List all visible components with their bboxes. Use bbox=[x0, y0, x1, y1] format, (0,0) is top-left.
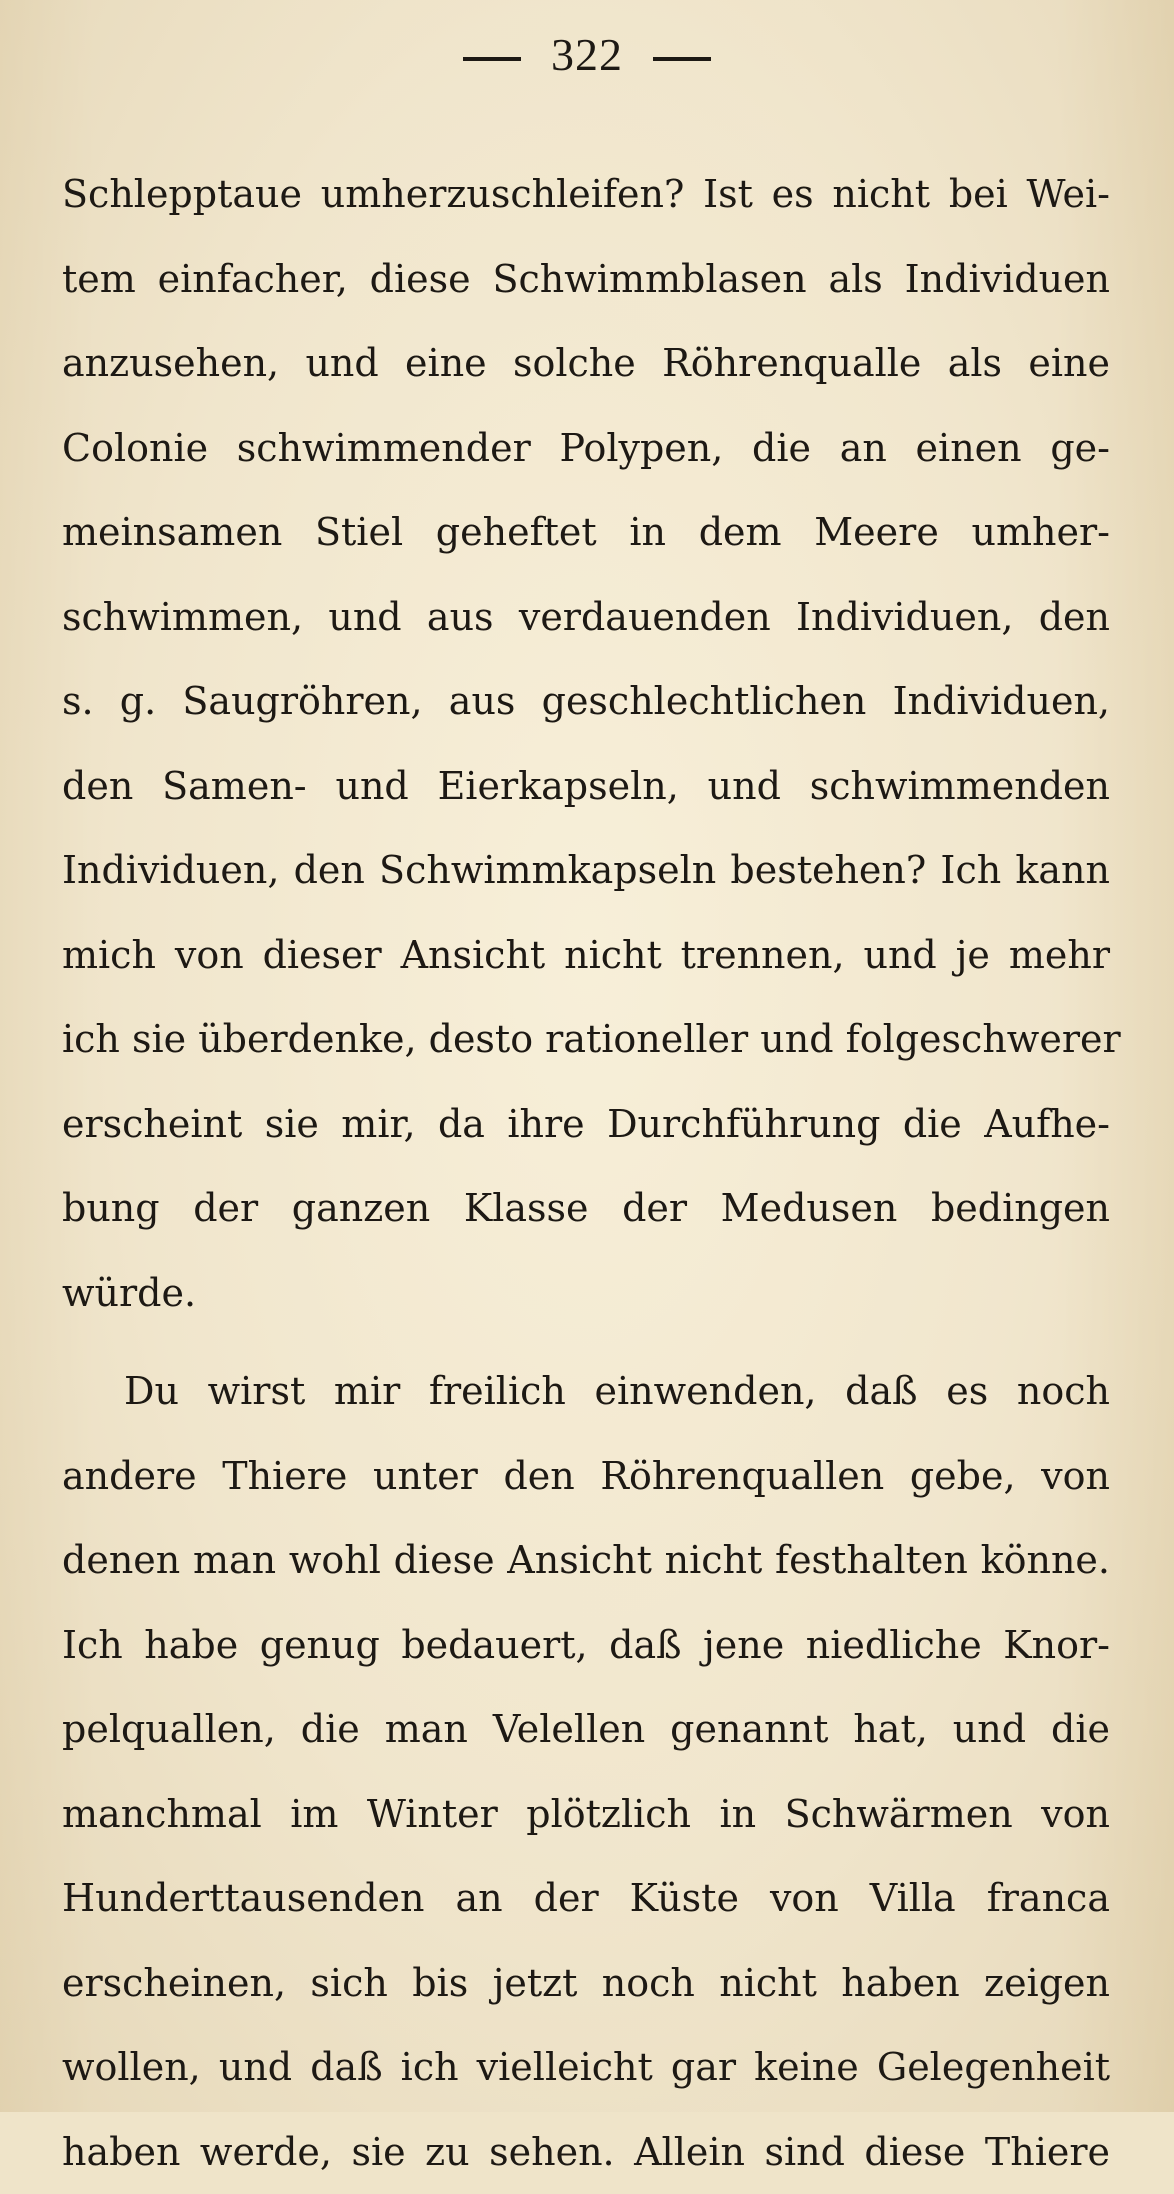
text-line: meinsamen Stiel geheftet in dem Meere umher- bbox=[62, 490, 1110, 575]
text-line: erscheinen, sich bis jetzt noch nicht haben zeigen bbox=[62, 1941, 1110, 2026]
text-line: den Samen- und Eierkapseln, und schwimmenden bbox=[62, 744, 1110, 829]
text-line: tem einfacher, diese Schwimmblasen als Individuen bbox=[62, 237, 1110, 322]
text-line: wollen, und daß ich vielleicht gar keine Gelegenheit bbox=[62, 2025, 1110, 2110]
text-line: Schlepptaue umherzuschleifen? Ist es nicht bei Wei- bbox=[62, 152, 1110, 237]
page-number: 322 bbox=[551, 29, 623, 80]
text-line: würde. bbox=[62, 1251, 1110, 1336]
header-dash-left bbox=[463, 57, 521, 61]
text-line: Colonie schwimmender Polypen, die an einen ge- bbox=[62, 406, 1110, 491]
text-line: bung der ganzen Klasse der Medusen bedingen bbox=[62, 1166, 1110, 1251]
text-line: denen man wohl diese Ansicht nicht festhalten könne. bbox=[62, 1518, 1110, 1603]
text-line: andere Thiere unter den Röhrenquallen gebe, von bbox=[62, 1434, 1110, 1519]
text-line: s. g. Saugröhren, aus geschlechtlichen Individuen, bbox=[62, 659, 1110, 744]
paragraph-gap bbox=[62, 1335, 1110, 1349]
text-line: erscheint sie mir, da ihre Durchführung die Aufhe- bbox=[62, 1082, 1110, 1167]
text-line: anzusehen, und eine solche Röhrenqualle als eine bbox=[62, 321, 1110, 406]
paragraph-1 bbox=[62, 152, 1110, 1335]
paragraph-2 bbox=[62, 1349, 1110, 2194]
text-line: ich sie überdenke, desto rationeller und folgeschwerer bbox=[62, 997, 1110, 1082]
text-line: haben werde, sie zu sehen. Allein sind diese Thiere bbox=[62, 2110, 1110, 2194]
text-line: schwimmen, und aus verdauenden Individuen, den bbox=[62, 575, 1110, 660]
text-line: Individuen, den Schwimmkapseln bestehen? Ich kann bbox=[62, 828, 1110, 913]
header-dash-right bbox=[653, 57, 711, 61]
text-line: Du wirst mir freilich einwenden, daß es noch bbox=[62, 1349, 1110, 1434]
text-line: Hunderttausenden an der Küste von Villa franca bbox=[62, 1856, 1110, 1941]
body-text bbox=[62, 152, 1110, 2194]
page-header bbox=[0, 28, 1174, 81]
text-line: manchmal im Winter plötzlich in Schwärmen von bbox=[62, 1772, 1110, 1857]
text-line: mich von dieser Ansicht nicht trennen, und je mehr bbox=[62, 913, 1110, 998]
text-line: Ich habe genug bedauert, daß jene niedliche Knor- bbox=[62, 1603, 1110, 1688]
text-line: pelquallen, die man Velellen genannt hat, und die bbox=[62, 1687, 1110, 1772]
